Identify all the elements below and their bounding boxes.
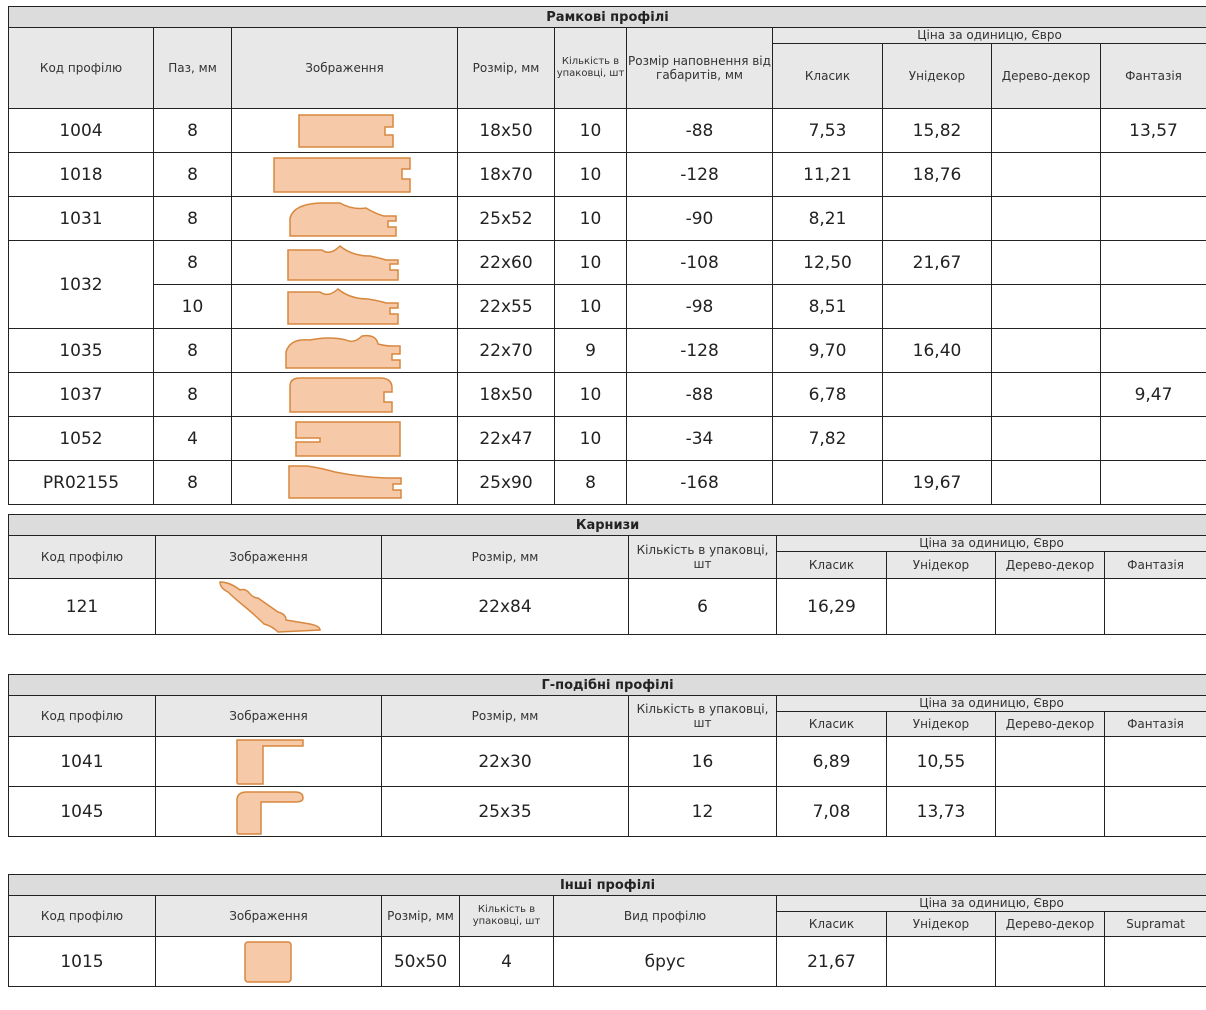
fill-value: -128	[627, 329, 773, 373]
price-derevo	[996, 787, 1105, 837]
header-unidekor: Унідекор	[883, 44, 992, 109]
price-derevo	[996, 937, 1105, 987]
header-derevo: Дерево-декор	[992, 44, 1101, 109]
qty-value: 10	[555, 109, 627, 153]
price-unidekor	[887, 937, 996, 987]
header-qty: Кількість в упаковці, шт	[460, 896, 554, 937]
profile-curved-icon	[232, 197, 458, 241]
price-fantazia	[1101, 329, 1206, 373]
header-klasik: Класик	[777, 712, 887, 737]
size-value: 18x70	[458, 153, 555, 197]
qty-value: 10	[555, 241, 627, 285]
header-klasik: Класик	[773, 44, 883, 109]
profile-code: 1035	[9, 329, 154, 373]
price-fantazia	[1101, 417, 1206, 461]
profile-flat-wide-icon	[232, 153, 458, 197]
profile-code: 1004	[9, 109, 154, 153]
section-title: Г-подібні профілі	[9, 675, 1206, 696]
groove-value: 8	[154, 153, 232, 197]
groove-value: 8	[154, 461, 232, 505]
price-fantazia	[1105, 579, 1206, 635]
header-klasik: Класик	[777, 552, 887, 579]
header-code: Код профілю	[9, 28, 154, 109]
size-value: 22x70	[458, 329, 555, 373]
qty-value: 10	[555, 197, 627, 241]
size-value: 25x35	[382, 787, 629, 837]
fill-value: -98	[627, 285, 773, 329]
header-supramat: Supramat	[1105, 912, 1206, 937]
table-row	[9, 461, 1206, 505]
profile-code: 1018	[9, 153, 154, 197]
profile-code: 1015	[9, 937, 156, 987]
qty-value: 16	[629, 737, 777, 787]
header-size: Розмір, мм	[382, 536, 629, 579]
price-unidekor: 21,67	[883, 241, 992, 285]
header-qty: Кількість в упаковці, шт	[629, 536, 777, 579]
price-klasik: 11,21	[773, 153, 883, 197]
section-title: Карнизи	[9, 515, 1206, 536]
header-image: Зображення	[156, 696, 382, 737]
price-unidekor: 13,73	[887, 787, 996, 837]
fill-value: -34	[627, 417, 773, 461]
l-profile-icon	[156, 737, 382, 787]
profile-code: 1052	[9, 417, 154, 461]
header-price-group: Ціна за одиницю, Євро	[773, 28, 1206, 44]
price-klasik: 6,78	[773, 373, 883, 417]
table-row	[9, 285, 1206, 329]
price-fantazia: 13,57	[1101, 109, 1206, 153]
table-row	[9, 579, 1206, 635]
price-unidekor: 10,55	[887, 737, 996, 787]
price-fantazia	[1101, 153, 1206, 197]
price-klasik: 12,50	[773, 241, 883, 285]
price-derevo	[992, 109, 1101, 153]
price-derevo	[992, 417, 1101, 461]
size-value: 22x30	[382, 737, 629, 787]
profile-ogee-icon	[232, 285, 458, 329]
qty-value: 8	[555, 461, 627, 505]
table-row	[9, 373, 1206, 417]
price-unidekor: 19,67	[883, 461, 992, 505]
price-derevo	[992, 153, 1101, 197]
header-unidekor: Унідекор	[887, 712, 996, 737]
price-unidekor	[883, 373, 992, 417]
price-klasik: 8,21	[773, 197, 883, 241]
header-image: Зображення	[232, 28, 458, 109]
price-derevo	[992, 461, 1101, 505]
price-derevo	[996, 737, 1105, 787]
price-klasik: 7,53	[773, 109, 883, 153]
fill-value: -128	[627, 153, 773, 197]
fill-value: -88	[627, 109, 773, 153]
price-fantazia	[1101, 197, 1206, 241]
price-klasik: 6,89	[777, 737, 887, 787]
size-value: 22x60	[458, 241, 555, 285]
qty-value: 10	[555, 417, 627, 461]
fill-value: -108	[627, 241, 773, 285]
price-fantazia: 9,47	[1101, 373, 1206, 417]
table-row	[9, 329, 1206, 373]
groove-value: 8	[154, 373, 232, 417]
table-row	[9, 153, 1206, 197]
qty-value: 10	[555, 285, 627, 329]
table-row	[9, 937, 1206, 987]
header-code: Код профілю	[9, 696, 156, 737]
header-code: Код профілю	[9, 536, 156, 579]
section-title: Інші профілі	[9, 875, 1206, 896]
profile-code: 1031	[9, 197, 154, 241]
groove-value: 8	[154, 197, 232, 241]
section-title: Рамкові профілі	[9, 7, 1206, 28]
price-unidekor: 18,76	[883, 153, 992, 197]
price-derevo	[992, 241, 1101, 285]
square-bar-icon	[156, 937, 382, 987]
price-derevo	[992, 197, 1101, 241]
frame-profiles-table	[8, 6, 1206, 505]
price-klasik: 7,08	[777, 787, 887, 837]
header-fantazia: Фантазія	[1101, 44, 1206, 109]
price-unidekor	[883, 417, 992, 461]
header-price-group: Ціна за одиницю, Євро	[777, 536, 1206, 552]
groove-value: 4	[154, 417, 232, 461]
profile-code: PR02155	[9, 461, 154, 505]
header-price-group: Ціна за одиницю, Євро	[777, 896, 1206, 912]
fill-value: -88	[627, 373, 773, 417]
size-value: 50x50	[382, 937, 460, 987]
header-image: Зображення	[156, 536, 382, 579]
price-unidekor	[883, 285, 992, 329]
qty-value: 12	[629, 787, 777, 837]
header-derevo: Дерево-декор	[996, 912, 1105, 937]
profile-rounded-icon	[232, 373, 458, 417]
header-groove: Паз, мм	[154, 28, 232, 109]
header-size: Розмір, мм	[382, 896, 460, 937]
profile-wave-icon	[232, 329, 458, 373]
profile-ogee-icon	[232, 241, 458, 285]
table-row	[9, 737, 1206, 787]
profile-type: брус	[554, 937, 777, 987]
cornice-profile-icon	[156, 579, 382, 635]
size-value: 25x52	[458, 197, 555, 241]
profile-code: 1041	[9, 737, 156, 787]
header-type: Вид профілю	[554, 896, 777, 937]
l-shaped-profiles-table	[8, 674, 1206, 837]
price-derevo	[992, 373, 1101, 417]
table-row	[9, 197, 1206, 241]
header-fantazia: Фантазія	[1105, 552, 1206, 579]
header-unidekor: Унідекор	[887, 552, 996, 579]
price-unidekor: 15,82	[883, 109, 992, 153]
cornice-table	[8, 514, 1206, 635]
size-value: 18x50	[458, 373, 555, 417]
size-value: 22x84	[382, 579, 629, 635]
groove-value: 8	[154, 329, 232, 373]
price-fantazia	[1101, 241, 1206, 285]
profile-long-icon	[232, 461, 458, 505]
table-row	[9, 787, 1206, 837]
price-klasik: 16,29	[777, 579, 887, 635]
profile-code: 1037	[9, 373, 154, 417]
header-klasik: Класик	[777, 912, 887, 937]
table-row	[9, 241, 1206, 285]
size-value: 25x90	[458, 461, 555, 505]
price-fantazia	[1101, 285, 1206, 329]
qty-value: 10	[555, 373, 627, 417]
table-row	[9, 109, 1206, 153]
header-size: Розмір, мм	[382, 696, 629, 737]
header-derevo: Дерево-декор	[996, 552, 1105, 579]
price-unidekor	[887, 579, 996, 635]
header-size: Розмір, мм	[458, 28, 555, 109]
header-qty: Кількість в упаковці, шт	[555, 28, 627, 109]
header-fill: Розмір наповнення від габаритів, мм	[627, 28, 773, 109]
price-klasik: 8,51	[773, 285, 883, 329]
l-profile-rounded-icon	[156, 787, 382, 837]
header-qty: Кількість в упаковці, шт	[629, 696, 777, 737]
groove-value: 10	[154, 285, 232, 329]
profile-code: 1032	[9, 241, 154, 329]
profile-tongue-icon	[232, 417, 458, 461]
price-klasik: 9,70	[773, 329, 883, 373]
header-image: Зображення	[156, 896, 382, 937]
header-derevo: Дерево-декор	[996, 712, 1105, 737]
price-supramat	[1105, 937, 1206, 987]
price-fantazia	[1105, 737, 1206, 787]
qty-value: 6	[629, 579, 777, 635]
fill-value: -168	[627, 461, 773, 505]
table-row	[9, 417, 1206, 461]
header-code: Код профілю	[9, 896, 156, 937]
groove-value: 8	[154, 109, 232, 153]
header-fantazia: Фантазія	[1105, 712, 1206, 737]
size-value: 22x55	[458, 285, 555, 329]
price-fantazia	[1101, 461, 1206, 505]
price-derevo	[992, 329, 1101, 373]
profile-code: 121	[9, 579, 156, 635]
profile-code: 1045	[9, 787, 156, 837]
size-value: 18x50	[458, 109, 555, 153]
price-derevo	[992, 285, 1101, 329]
profile-flat-icon	[232, 109, 458, 153]
price-unidekor	[883, 197, 992, 241]
other-profiles-table	[8, 874, 1206, 987]
groove-value: 8	[154, 241, 232, 285]
price-fantazia	[1105, 787, 1206, 837]
header-price-group: Ціна за одиницю, Євро	[777, 696, 1206, 712]
price-klasik: 7,82	[773, 417, 883, 461]
qty-value: 4	[460, 937, 554, 987]
qty-value: 9	[555, 329, 627, 373]
price-unidekor: 16,40	[883, 329, 992, 373]
price-klasik: 21,67	[777, 937, 887, 987]
fill-value: -90	[627, 197, 773, 241]
header-unidekor: Унідекор	[887, 912, 996, 937]
size-value: 22x47	[458, 417, 555, 461]
qty-value: 10	[555, 153, 627, 197]
price-klasik	[773, 461, 883, 505]
price-derevo	[996, 579, 1105, 635]
